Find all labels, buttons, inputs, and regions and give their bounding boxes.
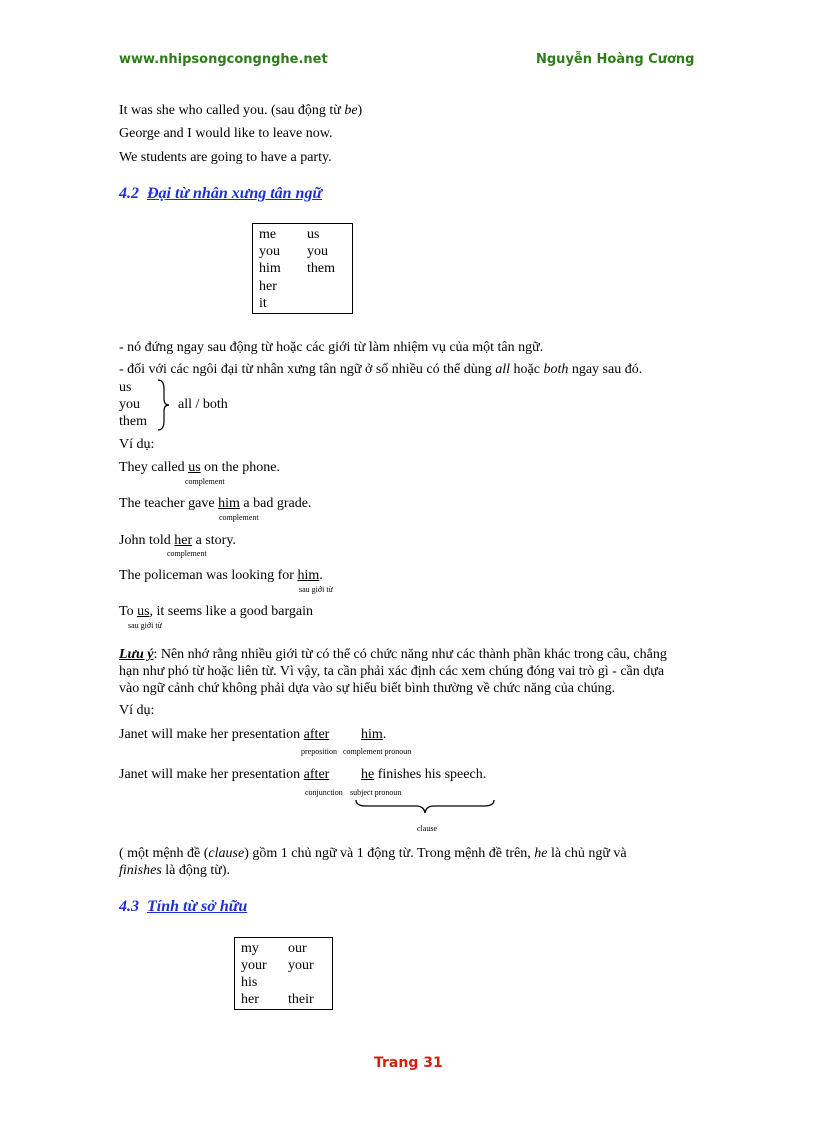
plural-item: you <box>119 397 140 412</box>
section-4-2-heading: 4.2 Đại từ nhân xưng tân ngữ <box>119 185 323 202</box>
janet-sentence-2-end: he finishes his speech. <box>361 767 487 782</box>
example-label: Ví dụ: <box>119 437 155 452</box>
table-cell: you <box>259 244 280 259</box>
table-cell: you <box>307 244 328 259</box>
table-cell: your <box>241 958 267 973</box>
header-website[interactable]: www.nhipsongcongnghe.net <box>119 52 328 67</box>
example-1-note: complement <box>185 477 225 486</box>
table-cell: it <box>259 296 267 311</box>
example-3: John told her a story. <box>119 533 236 548</box>
rule-2: - đối với các ngôi đại từ nhân xưng tân ngữ ở số nhiều có thể dùng all hoặc both ngay sau đó. <box>119 362 643 377</box>
table-cell: your <box>288 958 314 973</box>
under-brace-icon <box>354 798 496 816</box>
intro-line-3: We students are going to have a party. <box>119 150 332 165</box>
note-label: Lưu ý <box>119 647 154 662</box>
janet-sentence-1: Janet will make her presentation after <box>119 727 330 742</box>
table-cell: our <box>288 941 307 956</box>
rule-1: - nó đứng ngay sau động từ hoặc các giới từ làm nhiệm vụ của một tân ngữ. <box>119 340 544 355</box>
right-brace-icon <box>156 379 172 431</box>
intro-line-1: It was she who called you. (sau động từ be) <box>119 103 363 118</box>
janet-sentence-2: Janet will make her presentation after <box>119 767 330 782</box>
example-2-note: complement <box>219 513 259 522</box>
example-1: They called us on the phone. <box>119 460 280 475</box>
janet-1-note-1: preposition <box>301 747 337 756</box>
clause-label: clause <box>417 824 437 833</box>
plural-item: us <box>119 380 132 395</box>
plural-item: them <box>119 414 147 429</box>
example-2: The teacher gave him a bad grade. <box>119 496 312 511</box>
example-3-note: complement <box>167 549 207 558</box>
object-pronoun-table <box>252 223 353 314</box>
janet-2-note-2: subject pronoun <box>350 788 402 797</box>
janet-sentence-1-end: him. <box>361 727 387 742</box>
janet-2-note-1: conjunction <box>305 788 343 797</box>
janet-1-note-2: complement pronoun <box>343 747 412 756</box>
intro-line-2: George and I would like to leave now. <box>119 126 333 141</box>
table-cell: my <box>241 941 259 956</box>
section-4-3-heading: 4.3 Tính từ sở hữu <box>119 898 248 915</box>
example-4-note: sau giới từ <box>299 585 333 594</box>
table-cell: them <box>307 261 335 276</box>
table-cell: us <box>307 227 320 242</box>
table-cell: his <box>241 975 258 990</box>
page-number: Trang 31 <box>374 1055 443 1071</box>
table-cell: her <box>241 992 259 1007</box>
table-cell: me <box>259 227 277 242</box>
table-cell: their <box>288 992 314 1007</box>
note-paragraph: Lưu ý: Nên nhớ rằng nhiều giới từ có thể có chức năng như các thành phần khác trong câu, chẳng hạn như phó từ hoặc liên từ. Vì vậy, ta cần phải xác định các xem chúng đóng vai trò gì - cần dựa vào ngữ cảnh chứ không phải dựa vào sự hiểu biết bình thường về chức năng của chúng. <box>119 647 667 696</box>
table-cell: him <box>259 261 281 276</box>
header-author: Nguyễn Hoàng Cương <box>536 52 695 67</box>
example-5-note: sau giới từ <box>128 621 162 630</box>
example-5: To us, it seems like a good bargain <box>119 604 313 619</box>
plural-label: all / both <box>178 397 228 412</box>
possessive-adjective-table <box>234 937 333 1010</box>
clause-note: ( một mệnh đề (clause) gồm 1 chủ ngữ và 1 động từ. Trong mệnh đề trên, he là chủ ngữ và finishes là động từ). <box>119 846 627 878</box>
example-label-2: Ví dụ: <box>119 703 155 718</box>
table-cell: her <box>259 279 277 294</box>
example-4: The policeman was looking for him. <box>119 568 323 583</box>
